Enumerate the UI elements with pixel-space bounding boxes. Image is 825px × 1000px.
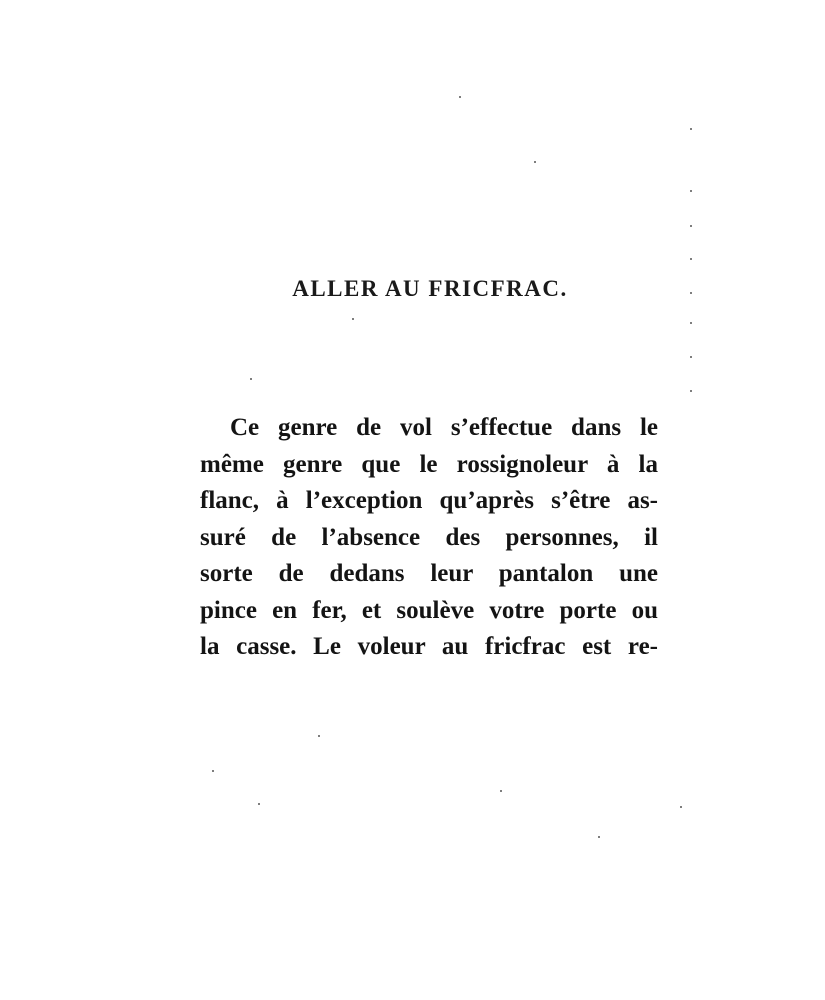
scan-speck — [690, 128, 692, 130]
scan-speck — [534, 161, 536, 163]
text-line: flanc, à l’exception qu’après s’être as- — [200, 487, 658, 514]
scan-speck — [680, 806, 682, 808]
scan-speck — [459, 96, 461, 98]
text-line: suré de l’absence des personnes, il — [200, 523, 658, 551]
scan-speck — [598, 836, 600, 838]
scan-speck — [690, 390, 692, 392]
section-heading: ALLER AU FRICFRAC. — [292, 276, 568, 301]
scan-speck — [690, 225, 692, 227]
body-paragraph — [200, 410, 658, 666]
scan-speck — [500, 790, 502, 792]
scan-speck — [250, 378, 252, 380]
text-line: même genre que le rossignoleur à la — [200, 450, 658, 478]
scan-speck — [212, 770, 214, 772]
scan-speck — [690, 356, 692, 358]
scan-speck — [258, 803, 260, 805]
scan-speck — [318, 735, 320, 737]
scan-speck — [690, 292, 692, 294]
scan-speck — [352, 318, 354, 320]
text-line: sorte de dedans leur pantalon une — [200, 560, 658, 587]
text-line: Ce genre de vol s’effectue dans le — [230, 414, 658, 441]
scan-speck — [690, 190, 692, 192]
text-line: la casse. Le voleur au fricfrac est re- — [200, 633, 658, 660]
scan-speck — [690, 258, 692, 260]
text-line: pince en fer, et soulève votre porte ou — [200, 596, 658, 624]
scan-speck — [690, 322, 692, 324]
